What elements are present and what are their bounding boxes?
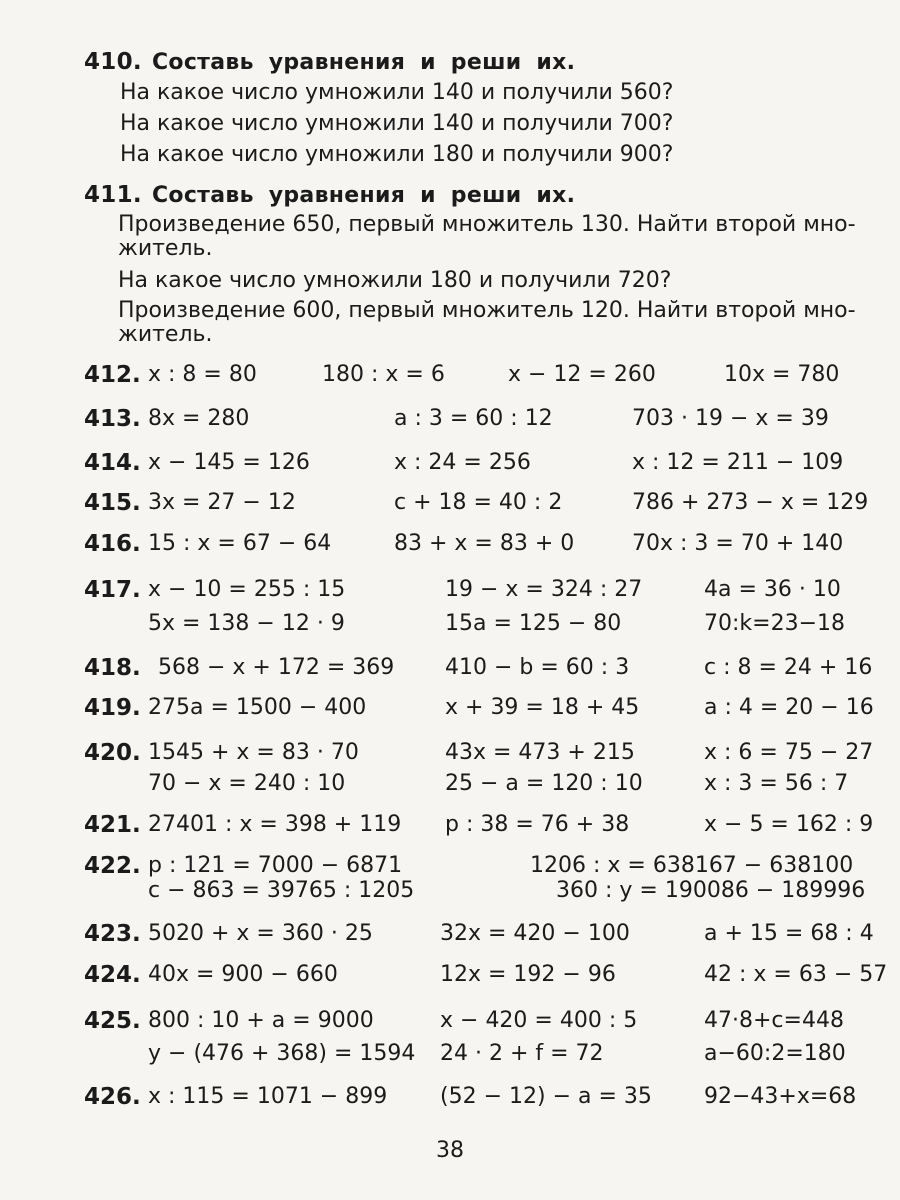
task-411-text-3-cont: житель. xyxy=(118,322,213,347)
page-number: 38 xyxy=(436,1138,464,1163)
equation: x + 39 = 18 + 45 xyxy=(445,695,640,720)
equation: 410 − b = 60 : 3 xyxy=(445,655,630,680)
equation: 42 : x = 63 − 57 xyxy=(704,962,888,987)
equation: (52 − 12) − a = 35 xyxy=(440,1084,652,1109)
equation: 360 : y = 190086 − 189996 xyxy=(556,878,866,903)
equation: 70:k=23−18 xyxy=(704,611,846,636)
equation: 25 − a = 120 : 10 xyxy=(445,771,643,796)
equation: 8x = 280 xyxy=(148,406,250,431)
task-422-number: 422. xyxy=(84,853,141,879)
equation: 568 − x + 172 = 369 xyxy=(158,655,395,680)
equation: 40x = 900 − 660 xyxy=(148,962,338,987)
equation: x : 24 = 256 xyxy=(394,450,531,475)
equation: 27401 : x = 398 + 119 xyxy=(148,812,402,837)
task-424-number: 424. xyxy=(84,962,141,988)
task-412-number: 412. xyxy=(84,362,141,388)
equation: p : 38 = 76 + 38 xyxy=(445,812,630,837)
equation: 43x = 473 + 215 xyxy=(445,740,635,765)
equation: 180 : x = 6 xyxy=(322,362,445,387)
equation: x : 115 = 1071 − 899 xyxy=(148,1084,388,1109)
equation: 12x = 192 − 96 xyxy=(440,962,616,987)
equation: x : 8 = 80 xyxy=(148,362,257,387)
task-426-number: 426. xyxy=(84,1084,141,1110)
equation: a : 4 = 20 − 16 xyxy=(704,695,874,720)
equation: x − 5 = 162 : 9 xyxy=(704,812,874,837)
equation: a + 15 = 68 : 4 xyxy=(704,921,874,946)
equation: 4a = 36 · 10 xyxy=(704,577,841,602)
equation: 5x = 138 − 12 · 9 xyxy=(148,611,345,636)
equation: 70x : 3 = 70 + 140 xyxy=(632,531,844,556)
equation: x − 145 = 126 xyxy=(148,450,310,475)
equation: 1206 : x = 638167 − 638100 xyxy=(530,853,854,878)
equation: c : 8 = 24 + 16 xyxy=(704,655,873,680)
task-411-header xyxy=(84,182,575,209)
equation: 24 · 2 + f = 72 xyxy=(440,1041,604,1066)
equation: y − (476 + 368) = 1594 xyxy=(148,1041,416,1066)
task-instruction: Составь уравнения и реши их. xyxy=(151,50,576,75)
task-420-number: 420. xyxy=(84,740,141,766)
task-number: 411. xyxy=(84,182,142,208)
task-411-text-1: Произведение 650, первый множитель 130. Найти второй мно- xyxy=(118,212,856,237)
task-413-number: 413. xyxy=(84,406,141,432)
task-instruction: Составь уравнения и реши их. xyxy=(151,183,576,208)
equation: 19 − x = 324 : 27 xyxy=(445,577,643,602)
equation: x − 10 = 255 : 15 xyxy=(148,577,346,602)
equation: 15 : x = 67 − 64 xyxy=(148,531,332,556)
equation: c + 18 = 40 : 2 xyxy=(394,490,563,515)
equation: 47·8+c=448 xyxy=(704,1008,844,1033)
task-411-text-2: На какое число умножили 180 и получили 720? xyxy=(118,268,672,293)
task-419-number: 419. xyxy=(84,695,141,721)
equation: 275a = 1500 − 400 xyxy=(148,695,367,720)
equation: a : 3 = 60 : 12 xyxy=(394,406,553,431)
equation: a−60:2=180 xyxy=(704,1041,846,1066)
task-423-number: 423. xyxy=(84,921,141,947)
equation: 800 : 10 + a = 9000 xyxy=(148,1008,374,1033)
equation: x : 12 = 211 − 109 xyxy=(632,450,844,475)
equation: c − 863 = 39765 : 1205 xyxy=(148,878,415,903)
equation: x : 6 = 75 − 27 xyxy=(704,740,874,765)
equation: 786 + 273 − x = 129 xyxy=(632,490,869,515)
equation: x − 420 = 400 : 5 xyxy=(440,1008,638,1033)
task-411-text-3: Произведение 600, первый множитель 120. Найти второй мно- xyxy=(118,298,856,323)
equation: 32x = 420 − 100 xyxy=(440,921,630,946)
task-418-number: 418. xyxy=(84,655,141,681)
equation: 15a = 125 − 80 xyxy=(445,611,622,636)
equation: 70 − x = 240 : 10 xyxy=(148,771,346,796)
equation: 3x = 27 − 12 xyxy=(148,490,296,515)
task-425-number: 425. xyxy=(84,1008,141,1034)
equation: 83 + x = 83 + 0 xyxy=(394,531,575,556)
equation: x : 3 = 56 : 7 xyxy=(704,771,849,796)
task-410-question-3: На какое число умножили 180 и получили 900? xyxy=(120,142,674,167)
equation: x − 12 = 260 xyxy=(508,362,656,387)
task-417-number: 417. xyxy=(84,577,141,603)
equation: 703 · 19 − x = 39 xyxy=(632,406,829,431)
equation: 1545 + x = 83 · 70 xyxy=(148,740,359,765)
task-410-header xyxy=(84,49,575,76)
task-414-number: 414. xyxy=(84,450,141,476)
equation: 5020 + x = 360 · 25 xyxy=(148,921,373,946)
task-410-question-2: На какое число умножили 140 и получили 700? xyxy=(120,111,674,136)
equation: 10x = 780 xyxy=(724,362,840,387)
equation: p : 121 = 7000 − 6871 xyxy=(148,853,403,878)
task-421-number: 421. xyxy=(84,812,141,838)
task-number: 410. xyxy=(84,49,142,75)
task-415-number: 415. xyxy=(84,490,141,516)
task-410-question-1: На какое число умножили 140 и получили 560? xyxy=(120,80,674,105)
equation: 92−43+x=68 xyxy=(704,1084,857,1109)
task-416-number: 416. xyxy=(84,531,141,557)
task-411-text-1-cont: житель. xyxy=(118,236,213,261)
